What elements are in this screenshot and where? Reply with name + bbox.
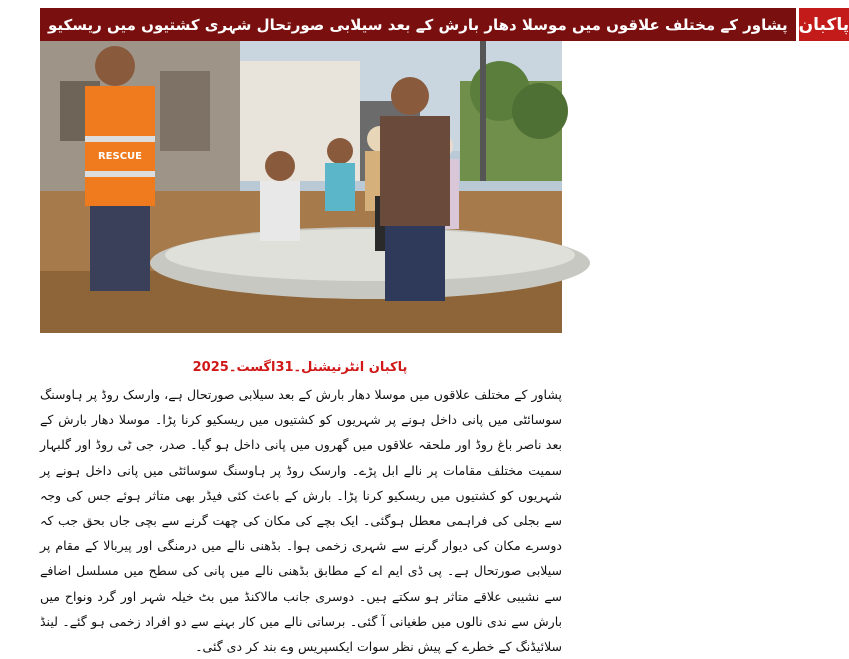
news-photo (40, 41, 562, 333)
vest-label: RESCUE (97, 151, 143, 162)
article-body (40, 382, 562, 659)
article-paragraph: پشاور کے مختلف علاقوں میں موسلا دھار بارش کے بعد سیلابی صورتحال ہے، وارسک روڈ پر ہاوسنگ سوسائٹی میں پانی داخل ہونے پر شہریوں کو کشتیوں میں ریسکیو کرنا پڑا۔ موسلا دھار بارش کے بعد ناصر باغ روڈ اور ملحقہ علاقوں میں گھروں میں پانی داخل ہو گیا۔ صدر، جی ٹی روڈ اور گلبہار سمیت مختلف مقامات پر نالے ابل پڑے۔ وارسک روڈ پر ہاوسنگ سوسائٹی میں پانی داخل ہونے پر شہریوں کو کشتیوں میں ریسکیو کرنا پڑا۔ بارش کے باعث کئی فیڈر بھی متاثر ہوئے جس کی وجہ سے بجلی کی فراہمی معطل ہوگئی۔ ایک بچے کی مکان کی چھت گرنے سے بچی جاں بحق جب کہ دوسرے مکان کی دیوار گرنے سے شہری زخمی ہوا۔ بڈھنی نالے میں درمنگی اور پیربالا کے مقام پر سیلابی صورتحال ہے۔ پی ڈی ایم اے کے مطابق بڈھنی نالے میں پانی کی سطح میں مسلسل اضافے سے نشیبی علاقے متاثر ہو سکتے ہیں۔ دوسری جانب مالاکنڈ میں بٹ خیلہ شہر اور گرد ونواح میں بارش سے ندی نالوں میں طغیانی آ گئی۔ برساتی نالے میں کار بہنے سے دو افراد زخمی ہو گئے۔ لینڈ سلائیڈنگ کے خطرے کے پیش نظر سوات ایکسپریس وے بند کر دی گئی۔ (40, 387, 562, 655)
headline-banner (40, 8, 849, 41)
publication-logo: پاکبان (796, 8, 849, 41)
flood-rescue-illustration (40, 41, 562, 333)
headline: پشاور کے مختلف علاقوں میں موسلا دھار بارش کے بعد سیلابی صورتحال شہری کشتیوں میں ریسکیو (40, 8, 796, 41)
dateline: پاکبان انٹرنیشنل۔31اگست۔2025 (192, 360, 408, 375)
